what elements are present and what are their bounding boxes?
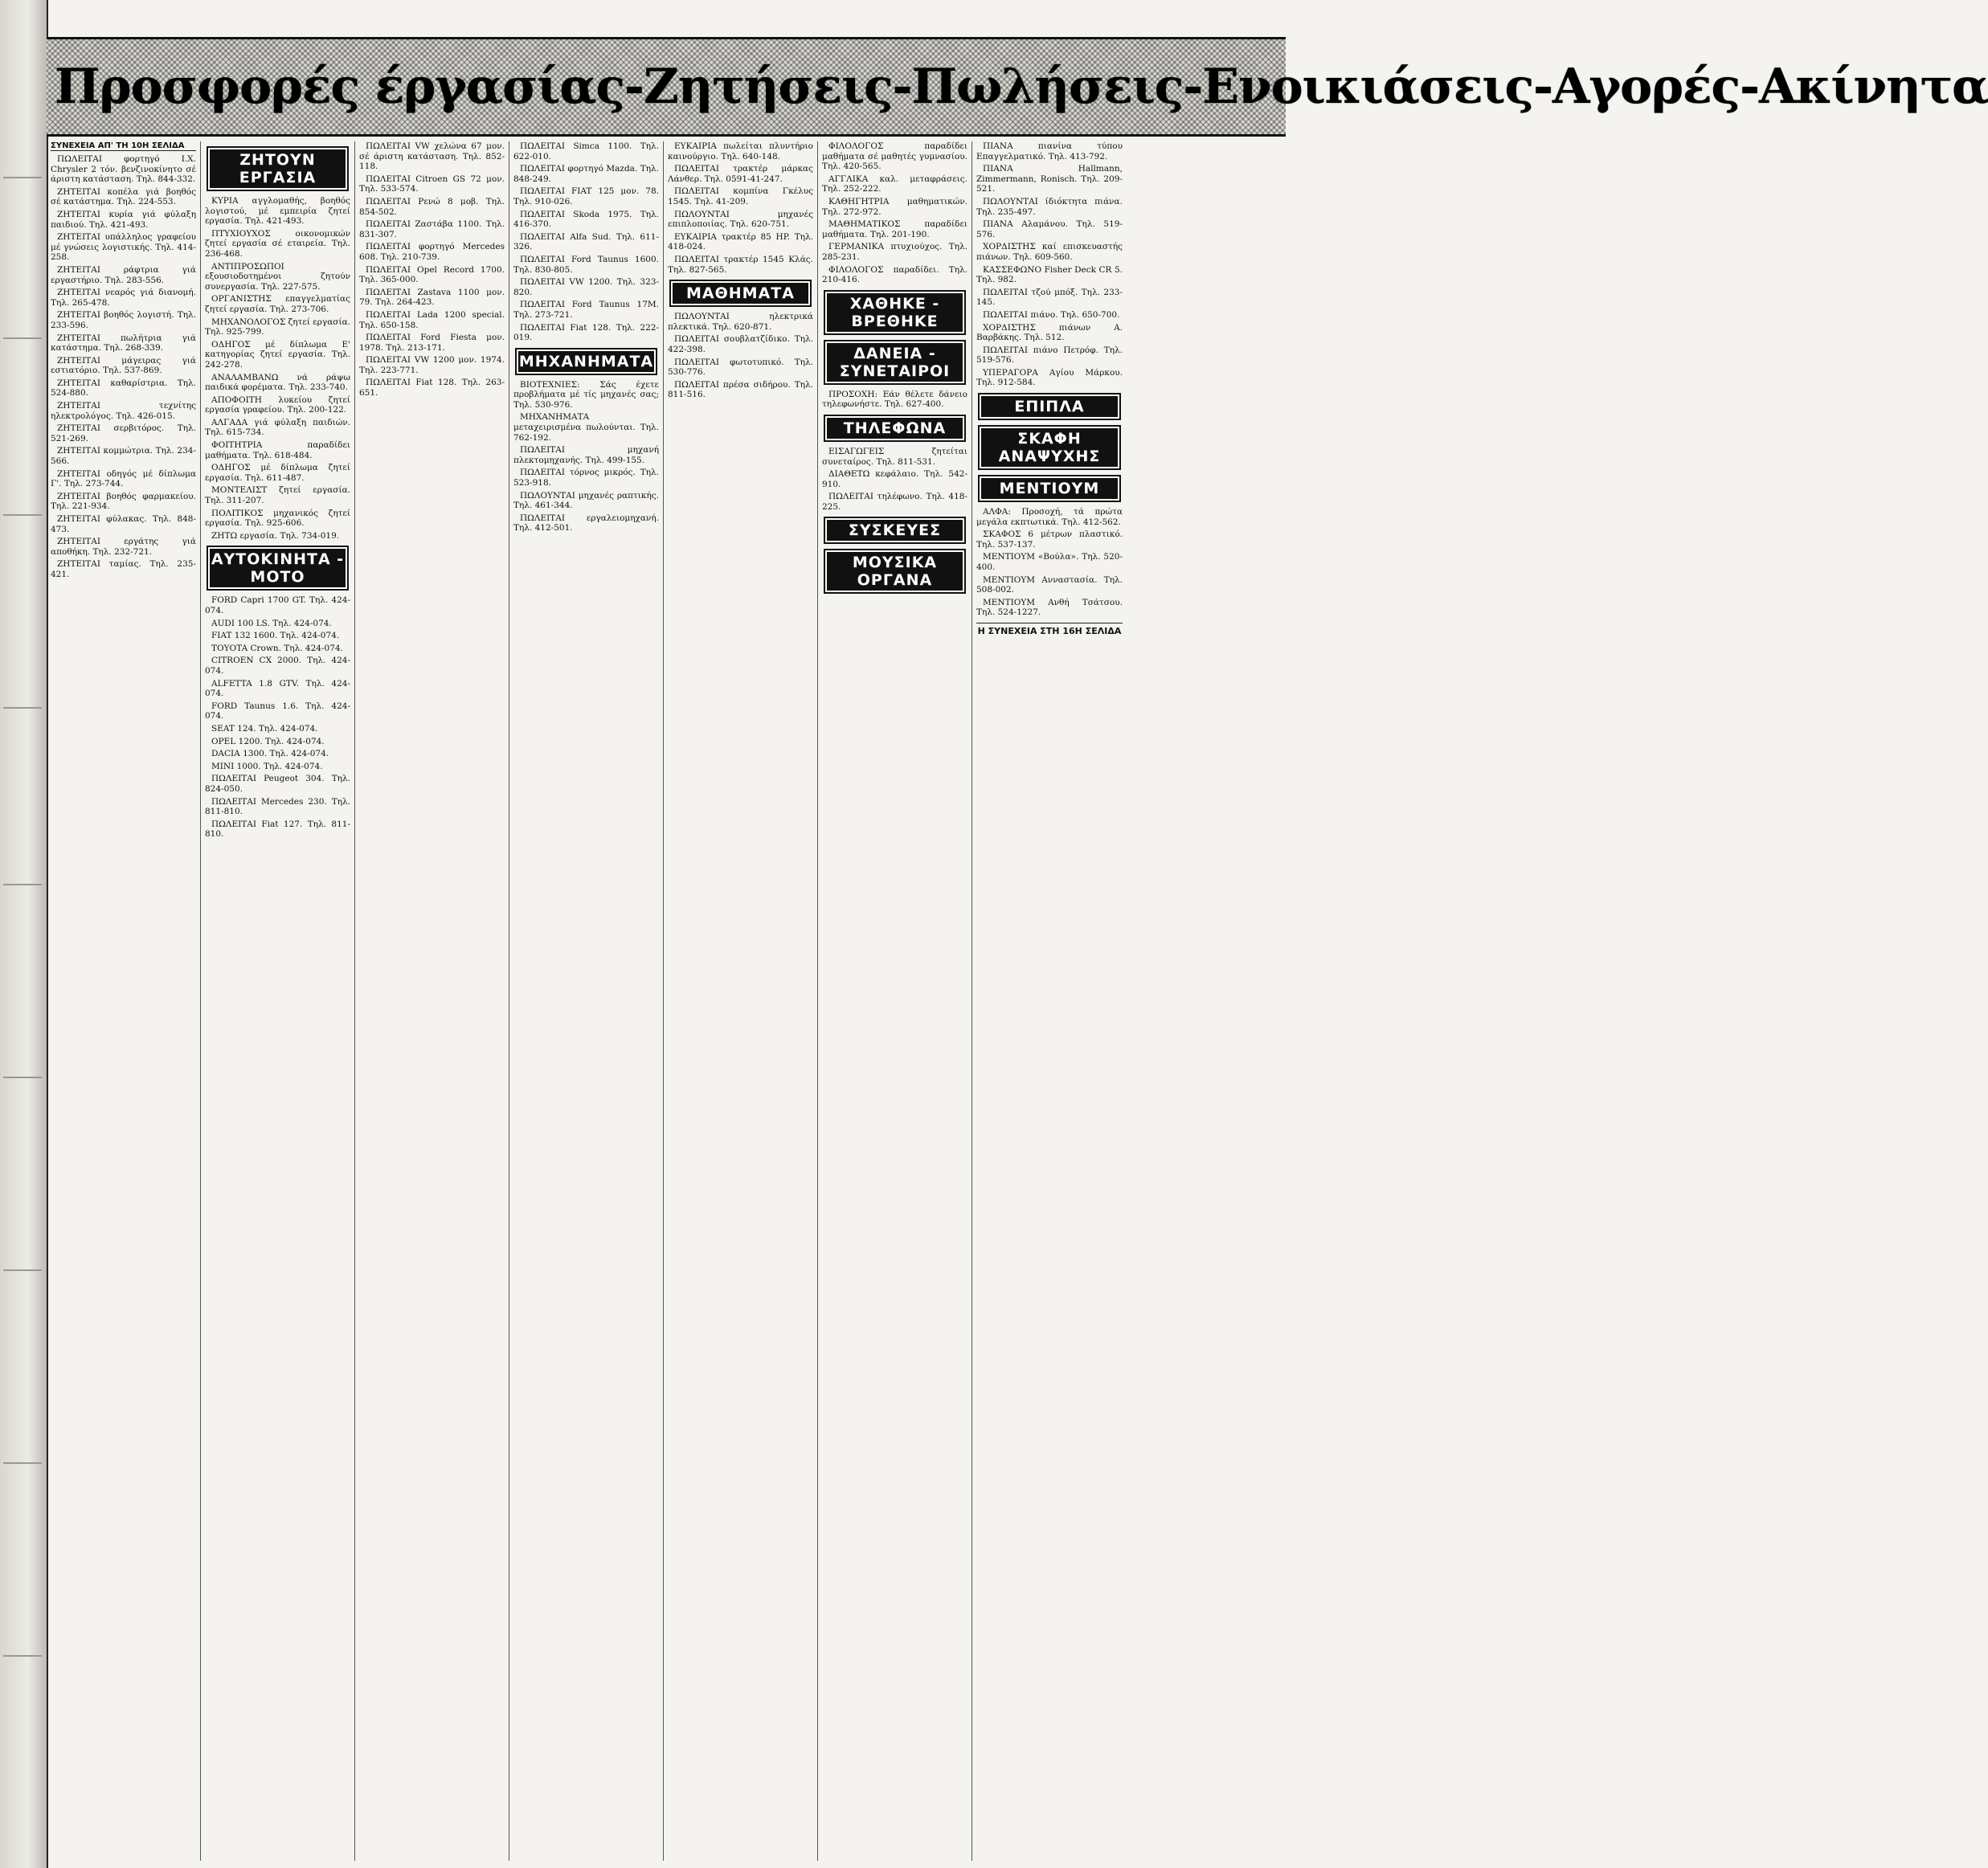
classified-ad: ΖΗΤΩ εργασία. Τηλ. 734-019. xyxy=(211,530,340,541)
section-heading: ΜΕΝΤΙΟΥΜ xyxy=(978,475,1121,502)
classified-ad: ΠΩΛΕΙΤΑΙ Citroen GS 72 μον. Τηλ. 533-574. xyxy=(359,174,505,194)
classified-ad: ΠΩΛΕΙΤΑΙ σουβλατζίδικο. Τηλ. 422-398. xyxy=(668,334,813,354)
classified-ad: ΑΝΑΛΑΜΒΑΝΩ νά ράψω παιδικά φορέματα. Τηλ. 233-740. xyxy=(205,372,350,393)
classified-ad: ΠΡΟΣΟΧΗ: Εάν θέλετε δάνειο τηλεφωνήστε. Τηλ. 627-400. xyxy=(822,389,967,410)
section-heading: ΜΑΘΗΜΑΤΑ xyxy=(669,280,812,307)
classified-ad: ΠΤΥΧΙΟΥΧΟΣ οικονομικών ζητεί εργασία σέ εταιρεία. Τηλ. 236-468. xyxy=(205,228,350,259)
column-3 xyxy=(355,141,509,1861)
classified-ad: ΠΩΛΕΙΤΑΙ Skoda 1975. Τηλ. 416-370. xyxy=(513,209,659,230)
classified-ad: ΟΡΓΑΝΙΣΤΗΣ επαγγελματίας ζητεί εργασία. Τηλ. 273-706. xyxy=(205,294,350,314)
classified-ad: ΖΗΤΕΙΤΑΙ καθαρίστρια. Τηλ. 524-880. xyxy=(51,378,196,399)
classified-ad: ΠΩΛΟΥΝΤΑΙ ηλεκτρικά πλεκτικά. Τηλ. 620-871. xyxy=(668,312,813,332)
column-1 xyxy=(47,141,201,1861)
classified-ad: ΖΗΤΕΙΤΑΙ πωλήτρια γιά κατάστημα. Τηλ. 268-339. xyxy=(51,333,196,354)
classified-ad: ΠΩΛΕΙΤΑΙ πρέσα σιδήρου. Τηλ. 811-516. xyxy=(668,379,813,400)
classified-ad: ΠΩΛΕΙΤΑΙ Peugeot 304. Τηλ. 824-050. xyxy=(205,774,350,794)
classified-ad: ΣΚΑΦΟΣ 6 μέτρων πλαστικό. Τηλ. 537-137. xyxy=(976,529,1123,550)
classified-ad: ΠΩΛΕΙΤΑΙ τόρνος μικρός. Τηλ. 523-918. xyxy=(513,468,659,488)
classified-ad: ΕΥΚΑΙΡΙΑ πωλείται πλυντήριο καινούργιο. Τηλ. 640-148. xyxy=(668,141,813,161)
classified-ad: ΠΟΛΙΤΙΚΟΣ μηχανικός ζητεί εργασία. Τηλ. 925-606. xyxy=(205,508,350,529)
section-heading: ΣΥΣΚΕΥΕΣ xyxy=(824,517,966,544)
classified-ad: ΧΟΡΔΙΣΤΗΣ καί επισκευαστής πιάνων. Τηλ. 609-560. xyxy=(976,242,1123,262)
classified-ad: ΦΙΛΟΛΟΓΟΣ παραδίδει. Τηλ. 210-416. xyxy=(822,264,967,285)
classified-ad: ΦΟΙΤΗΤΡΙΑ παραδίδει μαθήματα. Τηλ. 618-484. xyxy=(205,440,350,460)
classified-ad: ΑΝΤΙΠΡΟΣΩΠΟΙ εξουσιοδοτημένοι ζητούν συνεργασία. Τηλ. 227-575. xyxy=(205,261,350,292)
classified-ad: ΠΩΛΕΙΤΑΙ Zastava 1100 μον. 79. Τηλ. 264-423. xyxy=(359,287,505,308)
column-5 xyxy=(664,141,818,1861)
classified-ad: ΠΩΛΟΥΝΤΑΙ μηχανές επιπλοποιίας. Τηλ. 620-751. xyxy=(668,209,813,230)
column-6 xyxy=(818,141,972,1861)
column-2 xyxy=(201,141,355,1861)
classified-ad: ΖΗΤΕΙΤΑΙ μάγειρας γιά εστιατόριο. Τηλ. 537-869. xyxy=(51,355,196,376)
classified-ad: ΠΩΛΕΙΤΑΙ Ford Taunus 1600. Τηλ. 830-805. xyxy=(513,254,659,275)
classified-ad: ΖΗΤΕΙΤΑΙ φύλακας. Τηλ. 848-473. xyxy=(51,514,196,534)
classified-ad: ALFETTA 1.8 GTV. Τηλ. 424-074. xyxy=(205,678,350,699)
classified-ad: ΠΩΛΕΙΤΑΙ Simca 1100. Τηλ. 622-010. xyxy=(513,141,659,161)
classified-ad: ΜΟΝΤΕΛΙΣΤ ζητεί εργασία. Τηλ. 311-207. xyxy=(205,485,350,506)
section-heading: ΑΥΤΟΚΙΝΗΤΑ - ΜΟΤΟ xyxy=(207,546,349,591)
section-heading: ΤΗΛΕΦΩΝΑ xyxy=(824,415,966,442)
continued-from: ΣΥΝΕΧΕΙΑ ΑΠ' ΤΗ 10Η ΣΕΛΙΔΑ xyxy=(51,141,196,151)
column-4 xyxy=(509,141,664,1861)
classified-ad: SEAT 124. Τηλ. 424-074. xyxy=(211,723,318,734)
classified-ad: FIAT 132 1600. Τηλ. 424-074. xyxy=(211,631,340,641)
classified-ad: ΠΩΛΕΙΤΑΙ Ρενώ 8 μοβ. Τηλ. 854-502. xyxy=(359,196,505,217)
classified-ad: FORD Capri 1700 GT. Τηλ. 424-074. xyxy=(205,595,350,615)
classified-ad: ΖΗΤΕΙΤΑΙ βοηθός φαρμακείου. Τηλ. 221-934. xyxy=(51,491,196,512)
classified-ad: ΠΙΑΝΑ Αλαμάνου. Τηλ. 519-576. xyxy=(976,219,1123,239)
classified-ad: ΠΩΛΕΙΤΑΙ κομπίνα Γκέλυς 1545. Τηλ. 41-209. xyxy=(668,186,813,206)
section-heading: ΣΚΑΦΗ ΑΝΑΨΥΧΗΣ xyxy=(978,425,1121,470)
classified-ad: ΧΟΡΔΙΣΤΗΣ πιάνων Α. Βαρβάκης. Τηλ. 512. xyxy=(976,322,1123,343)
classified-ad: TOYOTA Crown. Τηλ. 424-074. xyxy=(211,643,343,653)
classified-ad: ΠΩΛΕΙΤΑΙ Ford Fiesta μον. 1978. Τηλ. 213-171. xyxy=(359,333,505,353)
classified-ad: CITROEN CX 2000. Τηλ. 424-074. xyxy=(205,656,350,676)
classified-ad: FORD Taunus 1.6. Τηλ. 424-074. xyxy=(205,701,350,721)
section-heading: ΖΗΤΟΥΝ ΕΡΓΑΣΙΑ xyxy=(207,146,349,191)
ads-list xyxy=(976,141,1123,618)
section-heading: ΕΠΙΠΛΑ xyxy=(978,393,1121,420)
ads-list xyxy=(513,141,659,343)
classified-ad: ΠΩΛΕΙΤΑΙ VW χελώνα 67 μον. σέ άριστη κατάσταση. Τηλ. 852-118. xyxy=(359,141,505,172)
classified-ad: ΓΕΡΜΑΝΙΚΑ πτυχιούχος. Τηλ. 285-231. xyxy=(822,242,967,262)
classified-ad: ΠΩΛΕΙΤΑΙ τηλέφωνο. Τηλ. 418-225. xyxy=(822,492,967,512)
continued-to: Η ΣΥΝΕΧΕΙΑ ΣΤΗ 16Η ΣΕΛΙΔΑ xyxy=(976,623,1123,636)
classified-ad: ΜΕΝΤΙΟΥΜ Ανθή Τσάτσου. Τηλ. 524-1227. xyxy=(976,597,1123,618)
classified-ad: ΟΔΗΓΟΣ μέ δίπλωμα ζητεί εργασία. Τηλ. 611-487. xyxy=(205,463,350,483)
classified-ad: ΠΩΛΕΙΤΑΙ πιάνο Πετρόφ. Τηλ. 519-576. xyxy=(976,345,1123,366)
classified-ad: OPEL 1200. Τηλ. 424-074. xyxy=(211,736,325,746)
classified-ad: ΠΩΛΕΙΤΑΙ μηχανή πλεκτομηχανής. Τηλ. 499-155. xyxy=(513,445,659,465)
classified-ad: ΠΩΛΕΙΤΑΙ φωτοτυπικό. Τηλ. 530-776. xyxy=(668,357,813,378)
section-heading: ΜΟΥΣΙΚΑ ΟΡΓΑΝΑ xyxy=(824,549,966,594)
section-heading: ΧΑΘΗΚΕ - ΒΡΕΘΗΚΕ xyxy=(824,290,966,335)
classified-ad: ΠΩΛΕΙΤΑΙ εργαλειομηχανή. Τηλ. 412-501. xyxy=(513,513,659,533)
ads-list xyxy=(822,141,967,594)
classified-ad: ΠΩΛΕΙΤΑΙ Fiat 128. Τηλ. 222-019. xyxy=(513,322,659,343)
classified-ad: ΚΑΘΗΓΗΤΡΙΑ μαθηματικών. Τηλ. 272-972. xyxy=(822,196,967,217)
classifieds-banner xyxy=(47,37,1988,137)
classified-ad: ΑΛΦΑ: Προσοχή, τά πρώτα μεγάλα εκπτωτικά. Τηλ. 412-562. xyxy=(976,507,1123,527)
classified-ad: ΖΗΤΕΙΤΑΙ σερβιτόρος. Τηλ. 521-269. xyxy=(51,423,196,443)
classified-ad: ΠΙΑΝΑ πιανίνα τύπου Επαγγελματικό. Τηλ. 413-792. xyxy=(976,141,1123,161)
classified-ad: ΑΓΓΛΙΚΑ καλ. μεταφράσεις. Τηλ. 252-222. xyxy=(822,174,967,194)
ads-list xyxy=(51,154,196,580)
section-heading: ΔΑΝΕΙΑ - ΣΥΝΕΤΑΙΡΟΙ xyxy=(824,340,966,385)
classified-ad: ΖΗΤΕΙΤΑΙ ταμίας. Τηλ. 235-421. xyxy=(51,559,196,579)
classified-ad: ΠΩΛΕΙΤΑΙ Opel Record 1700. Τηλ. 365-000. xyxy=(359,264,505,285)
classified-ad: ΜΗΧΑΝΗΜΑΤΑ μεταχειρισμένα πωλούνται. Τηλ. 762-192. xyxy=(513,412,659,443)
classified-ad: ΖΗΤΕΙΤΑΙ εργάτης γιά αποθήκη. Τηλ. 232-721. xyxy=(51,537,196,557)
classified-ad: ΕΥΚΑΙΡΙΑ τρακτέρ 85 HP. Τηλ. 418-024. xyxy=(668,231,813,252)
classified-ad: ΠΩΛΕΙΤΑΙ Lada 1200 special. Τηλ. 650-158. xyxy=(359,309,505,330)
classified-ad: ΟΔΗΓΟΣ μέ δίπλωμα Ε' κατηγορίας ζητεί εργασία. Τηλ. 242-278. xyxy=(205,339,350,370)
classified-ad: ΠΩΛΕΙΤΑΙ Mercedes 230. Τηλ. 811-810. xyxy=(205,796,350,817)
classified-ad: ΜΗΧΑΝΟΛΟΓΟΣ ζητεί εργασία. Τηλ. 925-799. xyxy=(205,317,350,337)
classified-ad: ΔΙΑΘΕΤΩ κεφάλαιο. Τηλ. 542-910. xyxy=(822,469,967,489)
classified-ad: ΠΩΛΟΥΝΤΑΙ μηχανές ραπτικής. Τηλ. 461-344. xyxy=(513,490,659,511)
classified-ad: ΠΩΛΕΙΤΑΙ Alfa Sud. Τηλ. 611-326. xyxy=(513,231,659,252)
page-fold-gutter xyxy=(0,0,48,1868)
classified-ad: DACIA 1300. Τηλ. 424-074. xyxy=(211,749,329,759)
classified-ad: AUDI 100 LS. Τηλ. 424-074. xyxy=(211,618,332,628)
classified-ad: ΖΗΤΕΙΤΑΙ νεαρός γιά διανομή. Τηλ. 265-478. xyxy=(51,288,196,308)
classified-ad: ΠΩΛΕΙΤΑΙ πιάνο. Τηλ. 650-700. xyxy=(983,309,1120,320)
classified-ad: ΠΩΛΕΙΤΑΙ Ford Taunus 17M. Τηλ. 273-721. xyxy=(513,300,659,320)
classified-ad: ΖΗΤΕΙΤΑΙ κυρία γιά φύλαξη παιδιού. Τηλ. 421-493. xyxy=(51,209,196,230)
classified-ad: ΕΙΣΑΓΩΓΕΙΣ ζητείται συνεταίρος. Τηλ. 811-531. xyxy=(822,446,967,467)
classified-ad: ΠΩΛΟΥΝΤΑΙ ίδιόκτητα πιάνα. Τηλ. 235-497. xyxy=(976,196,1123,217)
banner-title: Προσφορές έργασίας-Ζητήσεις-Πωλήσεις-Ενοικιάσεις-Αγορές-Ακίνητα xyxy=(55,59,1988,115)
classified-ad: ΚΥΡΙΑ αγγλομαθής, βοηθός λογιστού, μέ εμπειρία ζητεί εργασία. Τηλ. 421-493. xyxy=(205,196,350,227)
classified-ad: MINI 1000. Τηλ. 424-074. xyxy=(211,761,323,771)
classified-ad: ΖΗΤΕΙΤΑΙ υπάλληλος γραφείου μέ γνώσεις λογιστικής. Τηλ. 414-258. xyxy=(51,232,196,263)
column-7 xyxy=(972,141,1127,1861)
classified-ad: ΥΠΕΡΑΓΟΡΑ Αγίου Μάρκου. Τηλ. 912-584. xyxy=(976,367,1123,388)
ads-list xyxy=(668,141,813,400)
classified-ad: ΖΗΤΕΙΤΑΙ τεχνίτης ηλεκτρολόγος. Τηλ. 426-015. xyxy=(51,401,196,421)
classified-ad: ΖΗΤΕΙΤΑΙ ράφτρια γιά εργαστήριο. Τηλ. 283-556. xyxy=(51,264,196,285)
ads-list xyxy=(359,141,505,399)
classified-ad: ΜΕΝΤΙΟΥΜ Ανναστασία. Τηλ. 508-002. xyxy=(976,574,1123,595)
classified-ad: ΒΙΟΤΕΧΝΙΕΣ: Σάς έχετε προβλήματα μέ τίς μηχανές σας; Τηλ. 530-976. xyxy=(513,379,659,410)
section-heading: ΜΗΧΑΝΗΜΑΤΑ xyxy=(515,348,657,375)
classified-ad: ΠΩΛΕΙΤΑΙ Fiat 127. Τηλ. 811-810. xyxy=(205,819,350,840)
classified-ad: ΠΩΛΕΙΤΑΙ φορτηγό Ι.Χ. Chrysler 2 τόν. βενζινοκίνητο σέ άριστη κατάσταση. Τηλ. 844-332. xyxy=(51,154,196,185)
classified-ad: ΑΠΟΦΟΙΤΗ λυκείου ζητεί εργασία γραφείου. Τηλ. 200-122. xyxy=(205,394,350,415)
classified-ad: ΠΩΛΕΙΤΑΙ FIAT 125 μον. 78. Τηλ. 910-026. xyxy=(513,186,659,206)
classified-ad: ΖΗΤΕΙΤΑΙ βοηθός λογιστή. Τηλ. 233-596. xyxy=(51,310,196,330)
classified-ad: ΠΩΛΕΙΤΑΙ VW 1200 μον. 1974. Τηλ. 223-771. xyxy=(359,355,505,375)
ads-list xyxy=(205,595,350,839)
classified-ad: ΠΙΑΝΑ Hallmann, Zimmermann, Ronisch. Τηλ. 209-521. xyxy=(976,164,1123,194)
classified-ad: ΜΑΘΗΜΑΤΙΚΟΣ παραδίδει μαθήματα. Τηλ. 201-190. xyxy=(822,219,967,239)
classified-ad: ΜΕΝΤΙΟΥΜ «Βούλα». Τηλ. 520-400. xyxy=(976,552,1123,573)
classifieds-columns xyxy=(47,141,1286,1861)
classified-ad: ΠΩΛΕΙΤΑΙ φορτηγό Mazda. Τηλ. 848-249. xyxy=(513,164,659,184)
classified-ad: ΠΩΛΕΙΤΑΙ Fiat 128. Τηλ. 263-651. xyxy=(359,378,505,399)
classified-ad: ΠΩΛΕΙΤΑΙ φορτηγό Mercedes 608. Τηλ. 210-739. xyxy=(359,242,505,262)
classified-ad: ΖΗΤΕΙΤΑΙ οδηγός μέ δίπλωμα Γ'. Τηλ. 273-744. xyxy=(51,468,196,489)
classified-ad: ΠΩΛΕΙΤΑΙ τρακτέρ 1545 Κλάς. Τηλ. 827-565. xyxy=(668,254,813,275)
classified-ad: ΠΩΛΕΙΤΑΙ VW 1200. Τηλ. 323-820. xyxy=(513,277,659,297)
classified-ad: ΠΩΛΕΙΤΑΙ τζού μπόξ. Τηλ. 233-145. xyxy=(976,287,1123,308)
classified-ad: ΦΙΛΟΛΟΓΟΣ παραδίδει μαθήματα σέ μαθητές γυμνασίου. Τηλ. 420-565. xyxy=(822,141,967,172)
classified-ad: ΖΗΤΕΙΤΑΙ κοπέλα γιά βοηθός σέ κατάστημα. Τηλ. 224-553. xyxy=(51,186,196,207)
classified-ad: ΑΛΓΑΔΑ γιά φύλαξη παιδιών. Τηλ. 615-734. xyxy=(205,417,350,438)
classified-ad: ΖΗΤΕΙΤΑΙ κομμώτρια. Τηλ. 234-566. xyxy=(51,446,196,467)
ads-list xyxy=(513,380,659,533)
classified-ad: ΚΑΣΣΕΦΩΝΟ Fisher Deck CR 5. Τηλ. 982. xyxy=(976,264,1123,285)
classified-ad: ΠΩΛΕΙΤΑΙ Ζαστάβα 1100. Τηλ. 831-307. xyxy=(359,219,505,239)
classified-ad: ΠΩΛΕΙΤΑΙ τρακτέρ μάρκας Λάνθερ. Τηλ. 0591-41-247. xyxy=(668,164,813,184)
ads-list xyxy=(205,196,350,541)
